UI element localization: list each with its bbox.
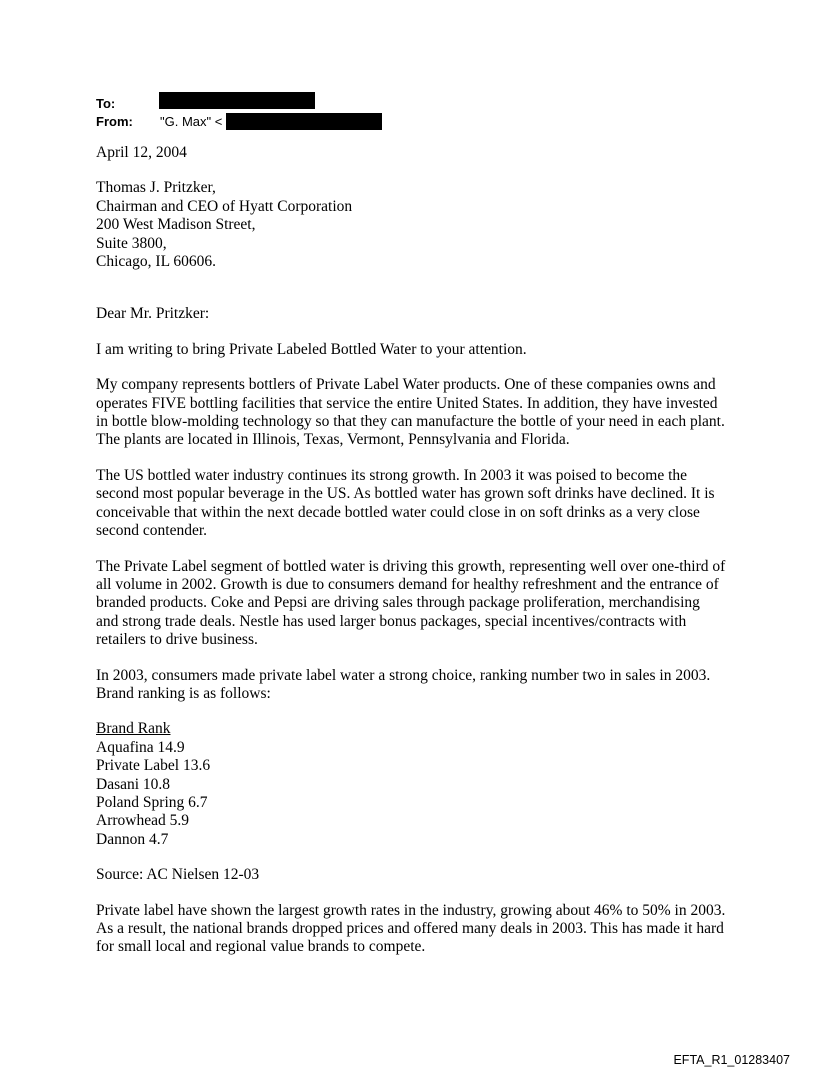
redaction-bar-to xyxy=(159,92,315,109)
from-row xyxy=(96,113,222,131)
brand-rank-item: Dasani 10.8 xyxy=(96,775,171,793)
brand-rank-item: Private Label 13.6 xyxy=(96,757,211,775)
paragraph: The Private Label segment of bottled water is driving this growth, representing well over one-third of all volume in 2002. Growth is due to consumers demand for healthy refreshment and the entrance of branded products. Coke and Pepsi are driving sales through package proliferation, merchandising and strong trade deals. Nestle has used larger bonus packages, special incentives/contracts with retailers to drive business. xyxy=(96,557,726,649)
from-label: From: xyxy=(96,114,133,129)
brand-rank-item: Poland Spring 6.7 xyxy=(96,793,208,811)
brand-rank-item: Aquafina 14.9 xyxy=(96,738,185,756)
letter-date: April 12, 2004 xyxy=(96,144,187,161)
paragraph: In 2003, consumers made private label water a strong choice, ranking number two in sales in 2003. Brand ranking is as follows: xyxy=(96,666,711,702)
brand-rank-item: Dannon 4.7 xyxy=(96,830,169,848)
salutation: Dear Mr. Pritzker: xyxy=(96,305,210,323)
recipient-line: Chicago, IL 60606. xyxy=(96,253,216,271)
recipient-line: Suite 3800, xyxy=(96,234,167,252)
to-label: To: xyxy=(96,96,116,111)
paragraph: I am writing to bring Private Labeled Bottled Water to your attention. xyxy=(96,340,527,358)
letter-body xyxy=(96,144,726,974)
from-value: "G. Max" < xyxy=(160,114,223,129)
brand-rank-title: Brand Rank xyxy=(96,720,171,738)
paragraph: The US bottled water industry continues its strong growth. In 2003 it was poised to become the second most popular beverage in the US. As bottled water has grown soft drinks have declined. It is conceivable that within the next decade bottled water could close in on soft drinks as a very close second contender. xyxy=(96,466,715,540)
source-line: Source: AC Nielsen 12-03 xyxy=(96,866,260,884)
recipient-line: Chairman and CEO of Hyatt Corporation xyxy=(96,197,353,215)
recipient-line: Thomas J. Pritzker, xyxy=(96,179,216,197)
brand-rank-list xyxy=(96,720,726,849)
brand-rank-item: Arrowhead 5.9 xyxy=(96,812,189,830)
redaction-bar-from xyxy=(226,113,382,130)
paragraph: My company represents bottlers of Private Label Water products. One of these companies owns and operates FIVE bottling facilities that service the entire United States. In addition, they have invested in bottle blow-molding technology so that they can manufacture the bottle of your need in each plant. The plants are located in Illinois, Texas, Vermont, Pennsylvania and Florida. xyxy=(96,376,725,449)
closing-paragraph: Private label have shown the largest growth rates in the industry, growing about 46% to 50% in 2003. As a result, the national brands dropped prices and offered many deals in 2003. This has made it hard for small local and regional value brands to compete. xyxy=(96,901,726,956)
recipient-line: 200 West Madison Street, xyxy=(96,216,256,234)
document-id: EFTA_R1_01283407 xyxy=(673,1053,790,1067)
